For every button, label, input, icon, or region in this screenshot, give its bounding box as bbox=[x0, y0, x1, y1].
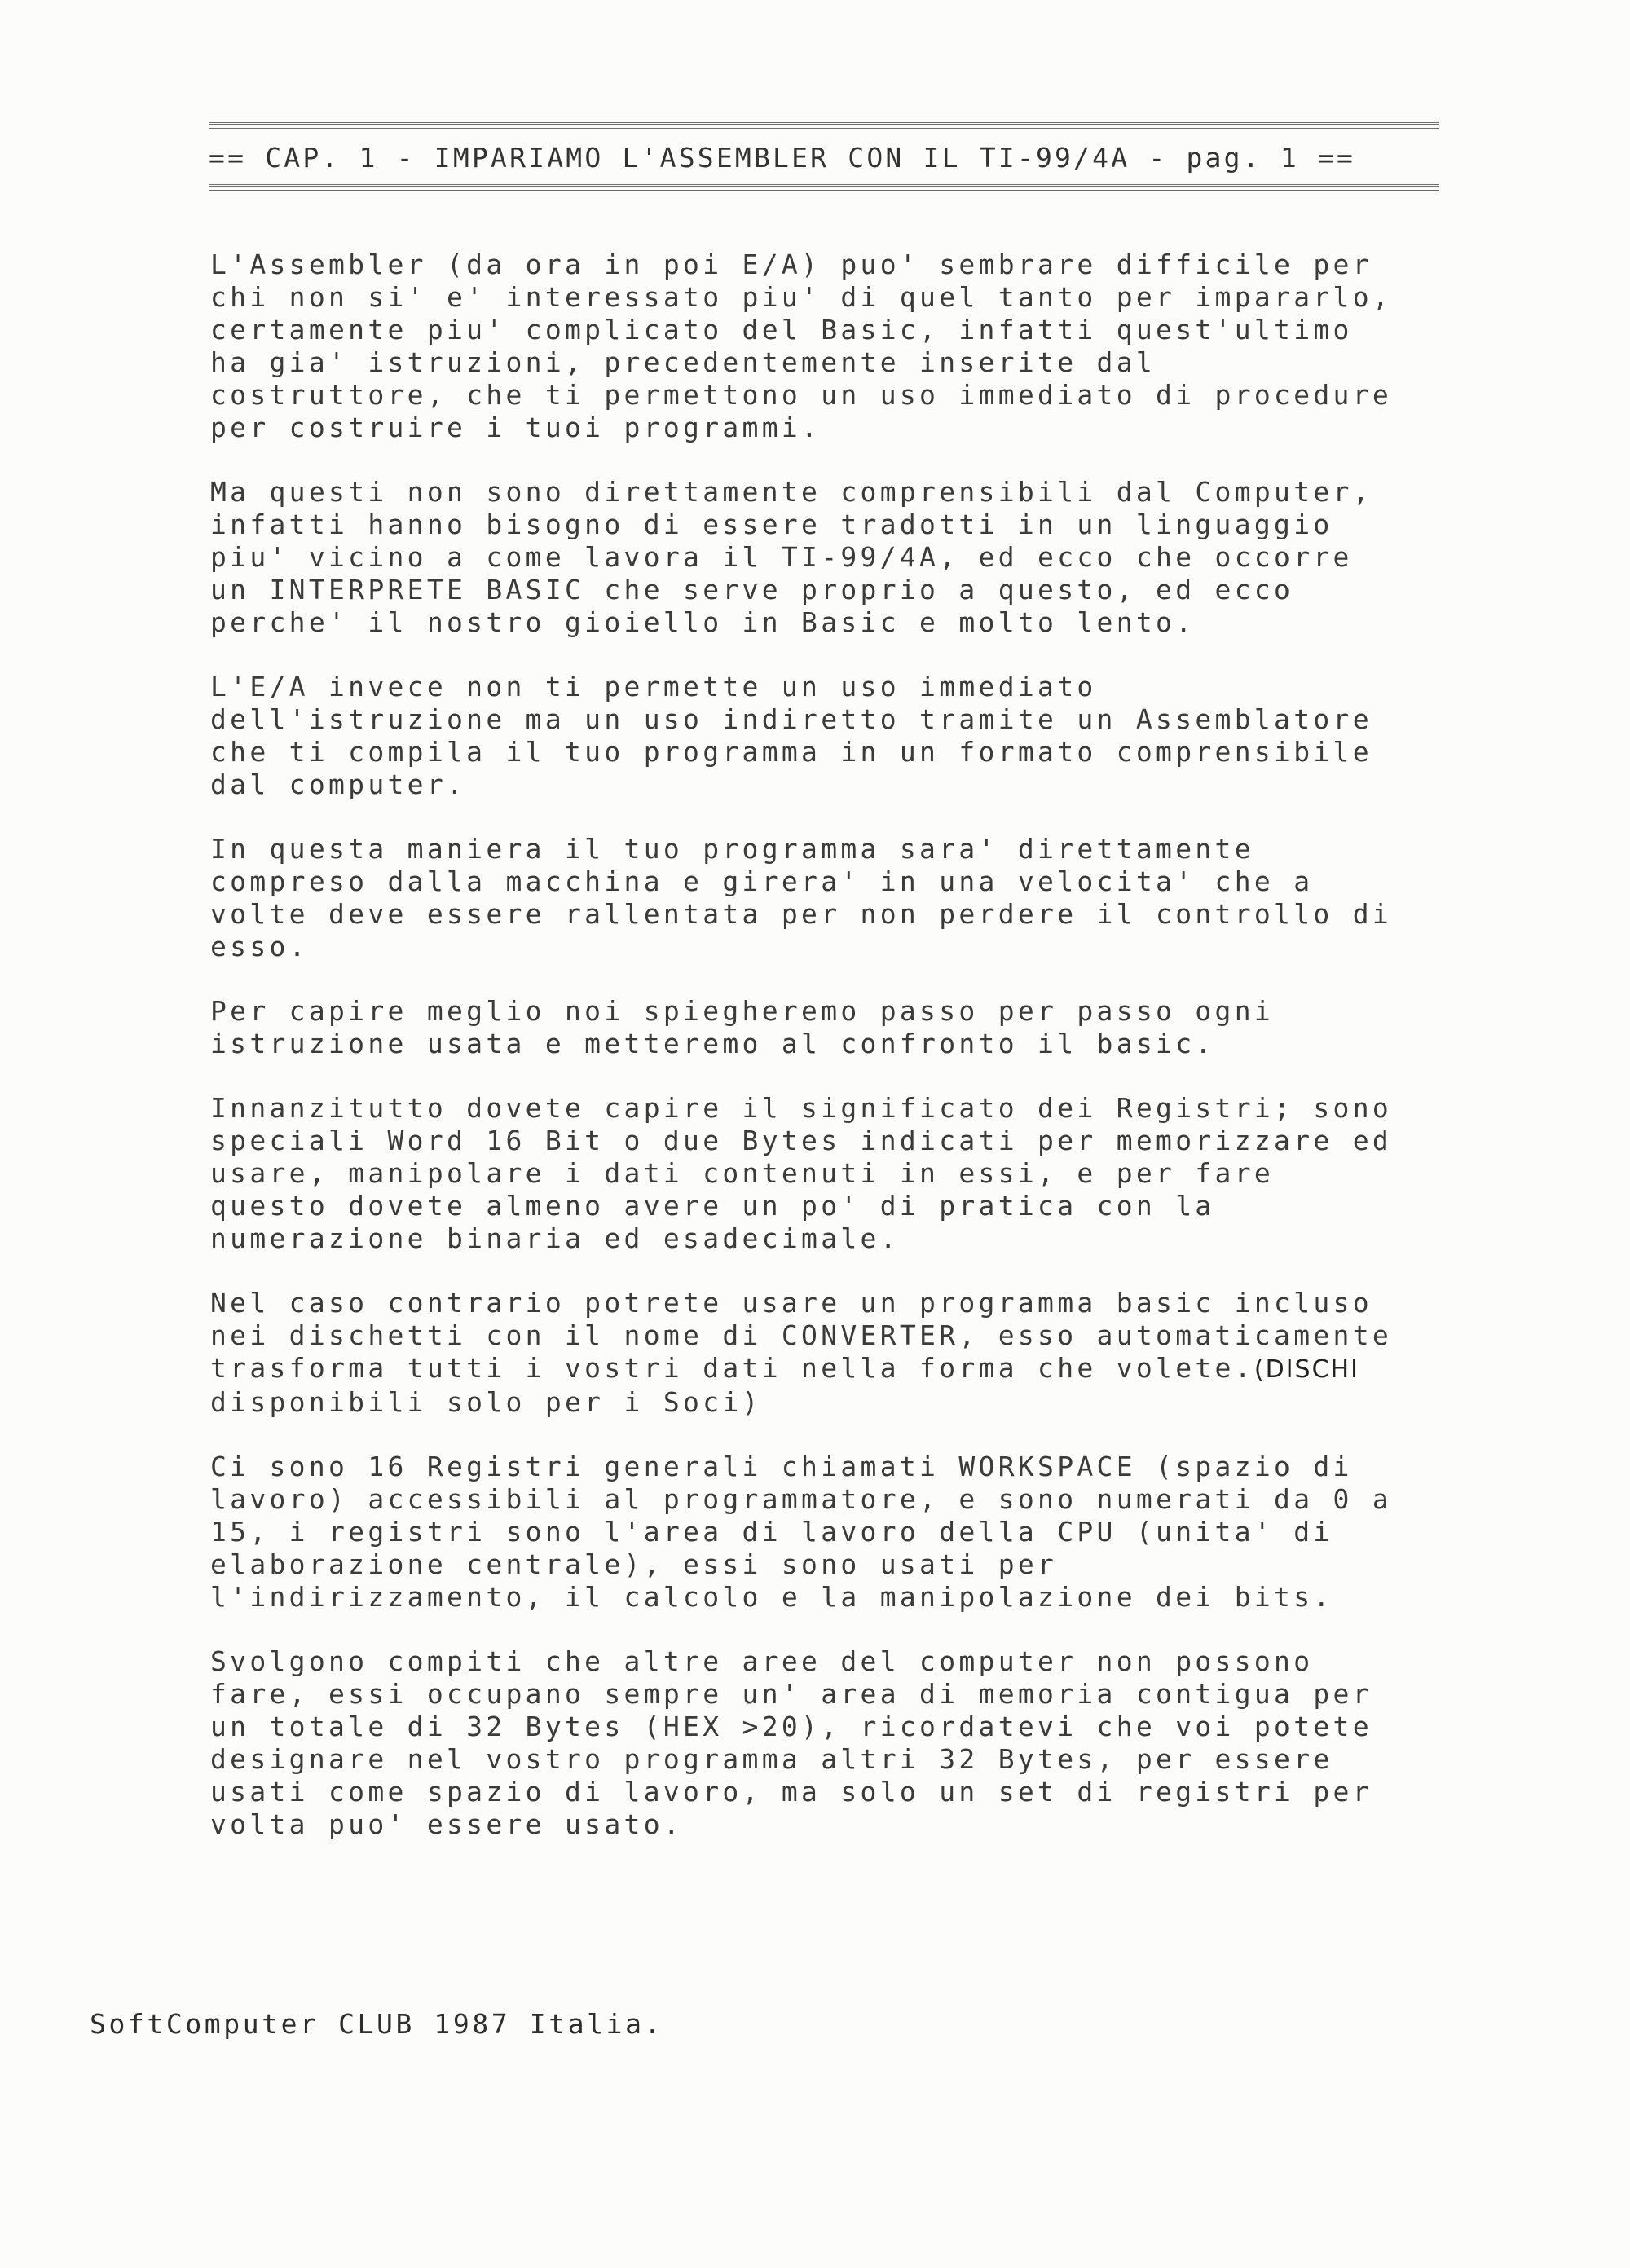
chapter-title: == CAP. 1 - IMPARIAMO L'ASSEMBLER CON IL TI-99/4A - pag. 1 == bbox=[209, 142, 1356, 174]
header-rule-top bbox=[209, 122, 1439, 130]
text-line: designare nel vostro programma altri 32 Bytes, per essere bbox=[210, 1743, 1333, 1775]
chapter-header bbox=[209, 122, 1439, 192]
paragraph bbox=[210, 671, 1449, 801]
text-line: un INTERPRETE BASIC che serve proprio a questo, ed ecco bbox=[210, 574, 1294, 606]
text-line: perche' il nostro gioiello in Basic e molto lento. bbox=[210, 606, 1196, 638]
text-line: certamente piu' complicato del Basic, infatti quest'ultimo bbox=[210, 314, 1353, 346]
text-line: l'indirizzamento, il calcolo e la manipolazione dei bits. bbox=[210, 1581, 1333, 1613]
text-line: Nel caso contrario potrete usare un programma basic incluso bbox=[210, 1287, 1372, 1319]
handwritten-note: (DISCHI bbox=[1253, 1355, 1359, 1384]
paragraph bbox=[210, 1287, 1449, 1419]
document-body bbox=[210, 249, 1449, 1873]
text-line bbox=[210, 1352, 1449, 1386]
paragraph bbox=[210, 249, 1449, 444]
text-line: Svolgono compiti che altre aree del computer non possono bbox=[210, 1645, 1314, 1677]
text-line: speciali Word 16 Bit o due Bytes indicati per memorizzare ed bbox=[210, 1125, 1393, 1156]
text-line: L'Assembler (da ora in poi E/A) puo' sembrare difficile per bbox=[210, 249, 1372, 280]
text-line: 15, i registri sono l'area di lavoro della CPU (unita' di bbox=[210, 1516, 1333, 1548]
text-line: lavoro) accessibili al programmatore, e sono numerati da 0 a bbox=[210, 1483, 1393, 1515]
text-line: nei dischetti con il nome di CONVERTER, esso automaticamente bbox=[210, 1319, 1393, 1351]
text-line: usati come spazio di lavoro, ma solo un set di registri per bbox=[210, 1776, 1372, 1808]
paragraph bbox=[210, 476, 1449, 639]
text-line: In questa maniera il tuo programma sara' direttamente bbox=[210, 833, 1254, 865]
text-line: questo dovete almeno avere un po' di pratica con la bbox=[210, 1190, 1215, 1222]
text-line: ha gia' istruzioni, precedentemente inserite dal bbox=[210, 346, 1156, 378]
text-line: compreso dalla macchina e girera' in una velocita' che a bbox=[210, 865, 1314, 897]
text-line: istruzione usata e metteremo al confronto il basic. bbox=[210, 1028, 1215, 1059]
text-line: costruttore, che ti permettono un uso immediato di procedure bbox=[210, 379, 1393, 411]
text-line: piu' vicino a come lavora il TI-99/4A, ed ecco che occorre bbox=[210, 541, 1353, 573]
text-line: fare, essi occupano sempre un' area di memoria contigua per bbox=[210, 1678, 1372, 1710]
header-rule-bottom bbox=[209, 184, 1439, 192]
text-line: Ci sono 16 Registri generali chiamati WORKSPACE (spazio di bbox=[210, 1451, 1353, 1482]
text-line: L'E/A invece non ti permette un uso immediato bbox=[210, 671, 1097, 702]
text-line: volta puo' essere usato. bbox=[210, 1808, 684, 1840]
paragraph bbox=[210, 995, 1449, 1060]
text-line: infatti hanno bisogno di essere tradotti in un linguaggio bbox=[210, 509, 1333, 540]
text-line: usare, manipolare i dati contenuti in essi, e per fare bbox=[210, 1157, 1275, 1189]
text-line: numerazione binaria ed esadecimale. bbox=[210, 1222, 900, 1254]
text-line: esso. bbox=[210, 931, 309, 962]
text-line: disponibili solo per i Soci) bbox=[210, 1386, 762, 1418]
text-line: Ma questi non sono direttamente comprensibili dal Computer, bbox=[210, 476, 1372, 508]
footer-credit: SoftComputer CLUB 1987 Italia. bbox=[90, 2008, 664, 2040]
text-line: chi non si' e' interessato piu' di quel tanto per impararlo, bbox=[210, 281, 1393, 313]
text-line: Innanzitutto dovete capire il significato dei Registri; sono bbox=[210, 1092, 1393, 1124]
paragraph bbox=[210, 1645, 1449, 1841]
text-line: un totale di 32 Bytes (HEX >20), ricordatevi che voi potete bbox=[210, 1711, 1372, 1742]
text-line: che ti compila il tuo programma in un formato comprensibile bbox=[210, 736, 1372, 768]
paragraph bbox=[210, 1092, 1449, 1255]
paragraph bbox=[210, 1451, 1449, 1614]
text-line: dal computer. bbox=[210, 768, 467, 800]
text-line: Per capire meglio noi spiegheremo passo per passo ogni bbox=[210, 995, 1275, 1027]
text-line: elaborazione centrale), essi sono usati per bbox=[210, 1548, 1058, 1580]
text-line: volte deve essere rallentata per non perdere il controllo di bbox=[210, 898, 1393, 930]
paragraph bbox=[210, 833, 1449, 963]
text-line: per costruire i tuoi programmi. bbox=[210, 412, 822, 443]
text-line-typed: trasforma tutti i vostri dati nella forma che volete. bbox=[210, 1352, 1254, 1384]
text-line: dell'istruzione ma un uso indiretto tramite un Assemblatore bbox=[210, 703, 1372, 735]
